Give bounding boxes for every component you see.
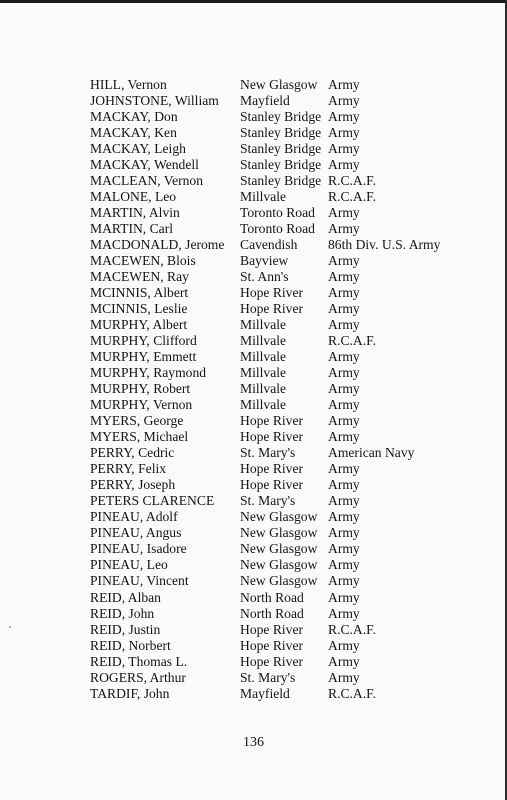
service-branch: Army: [328, 541, 360, 557]
home-locality: Hope River: [240, 637, 304, 653]
home-locality: Millvale: [240, 349, 287, 365]
person-name: PINEAU, Isadore: [90, 541, 187, 557]
person-name: MACEWEN, Blois: [90, 253, 196, 269]
service-branch: Army: [328, 509, 360, 525]
roster-row: [90, 686, 490, 702]
roster-row: [90, 654, 490, 670]
service-branch: Army: [328, 301, 360, 317]
service-branch: Army: [328, 589, 360, 605]
home-locality: Hope River: [240, 653, 304, 669]
roster-row: [90, 77, 490, 93]
person-name: MARTIN, Alvin: [90, 205, 180, 221]
person-name: REID, John: [90, 605, 155, 621]
service-roster: [90, 77, 490, 702]
person-name: MACKAY, Leigh: [90, 141, 186, 157]
service-branch: Army: [328, 573, 360, 589]
person-name: ROGERS, Arthur: [90, 669, 186, 685]
home-locality: Millvale: [240, 189, 287, 205]
person-name: PINEAU, Leo: [90, 557, 168, 573]
roster-row: [90, 557, 490, 573]
person-name: MACDONALD, Jerome: [90, 237, 225, 253]
roster-row: [90, 189, 490, 205]
roster-row: [90, 253, 490, 269]
roster-row: [90, 269, 490, 285]
roster-row: [90, 429, 490, 445]
home-locality: New Glasgow: [240, 77, 318, 92]
home-locality: Mayfield: [240, 685, 290, 701]
service-branch: Army: [328, 221, 360, 237]
person-name: MURPHY, Albert: [90, 317, 188, 333]
person-name: MALONE, Leo: [90, 189, 177, 205]
person-name: PETERS CLARENCE: [90, 493, 215, 509]
service-branch: Army: [328, 109, 360, 125]
service-branch: Army: [328, 605, 360, 621]
home-locality: North Road: [240, 605, 304, 621]
home-locality: St. Ann's: [240, 269, 289, 285]
home-locality: Cavendish: [240, 237, 298, 253]
home-locality: Bayview: [240, 253, 289, 269]
service-branch: Army: [328, 125, 360, 141]
roster-row: [90, 477, 490, 493]
home-locality: St. Mary's: [240, 445, 296, 461]
roster-row: [90, 413, 490, 429]
person-name: PINEAU, Angus: [90, 525, 182, 541]
person-name: REID, Justin: [90, 621, 161, 637]
page-number: 136: [243, 735, 264, 750]
service-branch: 86th Div. U.S. Army: [328, 237, 441, 253]
service-branch: Army: [328, 525, 360, 541]
home-locality: Hope River: [240, 461, 304, 477]
home-locality: Toronto Road: [240, 221, 315, 237]
home-locality: Stanley Bridge: [240, 141, 322, 157]
person-name: MYERS, George: [90, 413, 184, 429]
service-branch: Army: [328, 77, 360, 92]
home-locality: New Glasgow: [240, 557, 318, 573]
service-branch: Army: [328, 317, 360, 333]
person-name: MURPHY, Vernon: [90, 397, 193, 413]
roster-row: [90, 301, 490, 317]
home-locality: Stanley Bridge: [240, 173, 322, 189]
scan-top-edge: [0, 0, 507, 3]
person-name: MACKAY, Don: [90, 109, 178, 125]
person-name: MCINNIS, Albert: [90, 285, 189, 301]
roster-row: [90, 638, 490, 654]
person-name: MYERS, Michael: [90, 429, 189, 445]
service-branch: Army: [328, 477, 360, 493]
roster-row: [90, 573, 490, 589]
service-branch: Army: [328, 637, 360, 653]
service-branch: Army: [328, 429, 360, 445]
home-locality: St. Mary's: [240, 493, 296, 509]
roster-row: [90, 606, 490, 622]
roster-row: [90, 525, 490, 541]
person-name: REID, Norbert: [90, 637, 171, 653]
person-name: PINEAU, Vincent: [90, 573, 189, 589]
roster-row: [90, 221, 490, 237]
person-name: PERRY, Joseph: [90, 477, 176, 493]
home-locality: Hope River: [240, 301, 304, 317]
service-branch: Army: [328, 253, 360, 269]
roster-row: [90, 622, 490, 638]
person-name: MURPHY, Clifford: [90, 333, 197, 349]
roster-row: [90, 461, 490, 477]
person-name: JOHNSTONE, William: [90, 93, 219, 109]
roster-row: [90, 237, 490, 253]
service-branch: Army: [328, 157, 360, 173]
roster-row: [90, 93, 490, 109]
roster-row: [90, 333, 490, 349]
service-branch: R.C.A.F.: [328, 685, 377, 701]
service-branch: Army: [328, 461, 360, 477]
roster-row: [90, 317, 490, 333]
roster-row: [90, 445, 490, 461]
home-locality: New Glasgow: [240, 541, 318, 557]
service-branch: Army: [328, 365, 360, 381]
service-branch: R.C.A.F.: [328, 173, 377, 189]
service-branch: Army: [328, 269, 360, 285]
roster-row: [90, 541, 490, 557]
roster-row: [90, 173, 490, 189]
margin-speck: [9, 626, 11, 628]
home-locality: Hope River: [240, 477, 304, 493]
person-name: REID, Alban: [90, 589, 161, 605]
home-locality: Stanley Bridge: [240, 157, 322, 173]
service-branch: American Navy: [328, 445, 415, 461]
home-locality: Stanley Bridge: [240, 125, 322, 141]
person-name: TARDIF, John: [90, 685, 170, 701]
home-locality: Millvale: [240, 317, 287, 333]
person-name: MCINNIS, Leslie: [90, 301, 188, 317]
roster-row: [90, 397, 490, 413]
home-locality: Hope River: [240, 413, 304, 429]
roster-row: [90, 509, 490, 525]
roster-row: [90, 125, 490, 141]
person-name: MURPHY, Robert: [90, 381, 191, 397]
home-locality: New Glasgow: [240, 525, 318, 541]
roster-row: [90, 381, 490, 397]
home-locality: Millvale: [240, 333, 287, 349]
home-locality: St. Mary's: [240, 669, 296, 685]
person-name: MACKAY, Ken: [90, 125, 177, 141]
service-branch: Army: [328, 285, 360, 301]
service-branch: Army: [328, 349, 360, 365]
service-branch: Army: [328, 557, 360, 573]
service-branch: Army: [328, 397, 360, 413]
person-name: PINEAU, Adolf: [90, 509, 178, 525]
roster-row: [90, 670, 490, 686]
roster-row: [90, 349, 490, 365]
roster-row: [90, 205, 490, 221]
service-branch: Army: [328, 669, 360, 685]
service-branch: R.C.A.F.: [328, 189, 377, 205]
person-name: MARTIN, Carl: [90, 221, 174, 237]
service-branch: Army: [328, 413, 360, 429]
home-locality: New Glasgow: [240, 509, 318, 525]
person-name: PERRY, Felix: [90, 461, 167, 477]
home-locality: Millvale: [240, 397, 287, 413]
roster-row: [90, 141, 490, 157]
person-name: REID, Thomas L.: [90, 653, 188, 669]
service-branch: R.C.A.F.: [328, 621, 377, 637]
home-locality: Millvale: [240, 381, 287, 397]
home-locality: Stanley Bridge: [240, 109, 322, 125]
person-name: MURPHY, Emmett: [90, 349, 197, 365]
roster-row: [90, 365, 490, 381]
person-name: PERRY, Cedric: [90, 445, 175, 461]
person-name: HILL, Vernon: [90, 77, 167, 92]
service-branch: Army: [328, 93, 360, 109]
home-locality: Millvale: [240, 365, 287, 381]
roster-row: [90, 109, 490, 125]
person-name: MACKAY, Wendell: [90, 157, 199, 173]
home-locality: Hope River: [240, 285, 304, 301]
person-name: MACLEAN, Vernon: [90, 173, 204, 189]
service-branch: Army: [328, 141, 360, 157]
home-locality: Hope River: [240, 621, 304, 637]
service-branch: Army: [328, 653, 360, 669]
roster-row: [90, 590, 490, 606]
home-locality: North Road: [240, 589, 304, 605]
roster-row: [90, 157, 490, 173]
person-name: MURPHY, Raymond: [90, 365, 207, 381]
service-branch: Army: [328, 381, 360, 397]
service-branch: R.C.A.F.: [328, 333, 377, 349]
roster-row: [90, 285, 490, 301]
person-name: MACEWEN, Ray: [90, 269, 189, 285]
service-branch: Army: [328, 493, 360, 509]
home-locality: Toronto Road: [240, 205, 315, 221]
home-locality: Mayfield: [240, 93, 290, 109]
service-branch: Army: [328, 205, 360, 221]
home-locality: Hope River: [240, 429, 304, 445]
roster-row: [90, 493, 490, 509]
home-locality: New Glasgow: [240, 573, 318, 589]
